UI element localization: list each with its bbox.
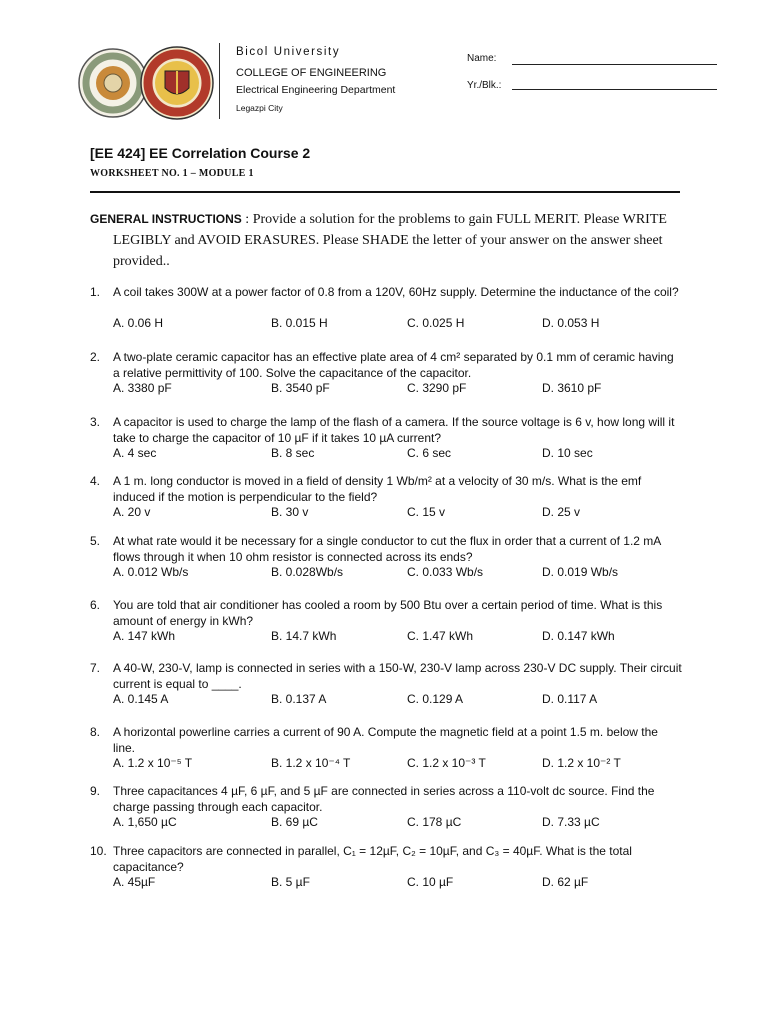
choice-d: D. 1.2 x 10⁻² T bbox=[542, 756, 621, 770]
worksheet-title: WORKSHEET NO. 1 – MODULE 1 bbox=[90, 168, 254, 179]
choice-b: B. 5 µF bbox=[271, 875, 310, 889]
choice-b: B. 0.028Wb/s bbox=[271, 565, 344, 579]
question-number: 10. bbox=[90, 844, 107, 858]
question-number: 1. bbox=[90, 285, 101, 299]
choice-c: C. 15 v bbox=[407, 505, 446, 519]
choice-d: D. 0.117 A bbox=[542, 692, 598, 706]
name-label: Name: bbox=[467, 53, 497, 64]
choice-c: C. 178 µC bbox=[407, 815, 462, 829]
choice-c: C. 6 sec bbox=[407, 446, 452, 460]
choice-c: C. 0.129 A bbox=[407, 692, 464, 706]
choice-b: B. 0.015 H bbox=[271, 316, 328, 330]
choice-a: A. 0.06 H bbox=[113, 316, 164, 330]
choice-c: C. 3290 pF bbox=[407, 381, 467, 395]
instructions-heading: GENERAL INSTRUCTIONS bbox=[90, 212, 242, 226]
question-text: Three capacitances 4 µF, 6 µF, and 5 µF are connected in series across a 110-volt dc source. Find the charge passing through each capacitor. bbox=[113, 784, 655, 814]
question-number: 4. bbox=[90, 474, 101, 488]
choice-d: D. 0.147 kWh bbox=[542, 629, 615, 643]
question-text: A capacitor is used to charge the lamp of the flash of a camera. If the source voltage is 6 v, how long will it take to charge the capacitor of 10 µF if it takes 10 µA current? bbox=[113, 415, 675, 445]
choice-c: C. 10 µF bbox=[407, 875, 454, 889]
instructions-line-2: LEGIBLY and AVOID ERASURES. Please SHADE the letter of your answer on the answer sheet bbox=[113, 233, 663, 248]
question-text: A two-plate ceramic capacitor has an effective plate area of 4 cm² separated by 0.1 mm of ceramic having a relative permittivity of 100. Solve the capacitance of the capacitor. bbox=[113, 350, 674, 380]
year-block-field[interactable] bbox=[512, 89, 717, 90]
choice-c: C. 1.47 kWh bbox=[407, 629, 474, 643]
instructions-text-1: Provide a solution for the problems to gain FULL MERIT. Please WRITE bbox=[252, 212, 667, 227]
header-divider bbox=[219, 43, 220, 119]
choice-b: B. 30 v bbox=[271, 505, 309, 519]
question-number: 6. bbox=[90, 598, 101, 612]
year-block-label: Yr./Blk.: bbox=[467, 80, 502, 91]
choice-a: A. 1.2 x 10⁻⁵ T bbox=[113, 756, 193, 770]
choice-a: A. 4 sec bbox=[113, 446, 157, 460]
choice-d: D. 62 µF bbox=[542, 875, 589, 889]
question-text: At what rate would it be necessary for a single conductor to cut the flux in order that a current of 1.2 mA flows through it when 10 ohm resistor is connected across its ends? bbox=[113, 534, 661, 564]
choice-a: A. 0.145 A bbox=[113, 692, 169, 706]
question-text: Three capacitors are connected in parallel, C₁ = 12µF, C₂ = 10µF, and C₃ = 40µF. What is the total capacitance? bbox=[113, 844, 632, 874]
title-divider bbox=[90, 191, 680, 193]
choice-a: A. 20 v bbox=[113, 505, 151, 519]
choice-a: A. 1,650 µC bbox=[113, 815, 177, 829]
choice-b: B. 0.137 A bbox=[271, 692, 327, 706]
question-text: A 40-W, 230-V, lamp is connected in series with a 150-W, 230-V lamp across 230-V DC supply. Their circuit current is equal to ____. bbox=[113, 661, 682, 691]
choice-a: A. 147 kWh bbox=[113, 629, 176, 643]
choice-b: B. 3540 pF bbox=[271, 381, 330, 395]
college-name: COLLEGE OF ENGINEERING bbox=[236, 67, 387, 79]
choice-b: B. 8 sec bbox=[271, 446, 315, 460]
question-number: 5. bbox=[90, 534, 101, 548]
question-text: A 1 m. long conductor is moved in a field of density 1 Wb/m² at a velocity of 30 m/s. What is the emf induced if the motion is perpendicular to the field? bbox=[113, 474, 642, 504]
choice-d: D. 25 v bbox=[542, 505, 581, 519]
choice-b: B. 69 µC bbox=[271, 815, 318, 829]
question-number: 7. bbox=[90, 661, 101, 675]
instructions-separator: : bbox=[241, 212, 253, 227]
choice-b: B. 14.7 kWh bbox=[271, 629, 337, 643]
name-field[interactable] bbox=[512, 64, 717, 65]
choice-b: B. 1.2 x 10⁻⁴ T bbox=[271, 756, 351, 770]
question-number: 2. bbox=[90, 350, 101, 364]
department-name: Electrical Engineering Department bbox=[236, 84, 396, 96]
instructions-line-1 bbox=[90, 209, 667, 231]
instructions-line-3: provided.. bbox=[113, 254, 170, 269]
question-text: A horizontal powerline carries a current of 90 A. Compute the magnetic field at a point 1.5 m. below the line. bbox=[113, 725, 658, 755]
choice-c: C. 0.033 Wb/s bbox=[407, 565, 484, 579]
choice-a: A. 0.012 Wb/s bbox=[113, 565, 189, 579]
college-of-engineering-seal-logo bbox=[140, 46, 214, 120]
course-title: [EE 424] EE Correlation Course 2 bbox=[90, 145, 311, 161]
question-text: A coil takes 300W at a power factor of 0.8 from a 120V, 60Hz supply. Determine the inductance of the coil? bbox=[113, 285, 679, 299]
choice-d: D. 0.019 Wb/s bbox=[542, 565, 619, 579]
choice-d: D. 3610 pF bbox=[542, 381, 602, 395]
choice-c: C. 0.025 H bbox=[407, 316, 465, 330]
university-name: Bicol University bbox=[236, 46, 341, 58]
university-seal-logo bbox=[78, 48, 148, 118]
choice-c: C. 1.2 x 10⁻³ T bbox=[407, 756, 486, 770]
question-number: 8. bbox=[90, 725, 101, 739]
question-number: 9. bbox=[90, 784, 101, 798]
choice-a: A. 45µF bbox=[113, 875, 156, 889]
question-text: You are told that air conditioner has cooled a room by 500 Btu over a certain period of time. What is this amount of energy in kWh? bbox=[113, 598, 663, 628]
question-number: 3. bbox=[90, 415, 101, 429]
choice-d: D. 7.33 µC bbox=[542, 815, 600, 829]
choice-d: D. 0.053 H bbox=[542, 316, 600, 330]
city-name: Legazpi City bbox=[236, 103, 283, 113]
choice-a: A. 3380 pF bbox=[113, 381, 172, 395]
choice-d: D. 10 sec bbox=[542, 446, 593, 460]
